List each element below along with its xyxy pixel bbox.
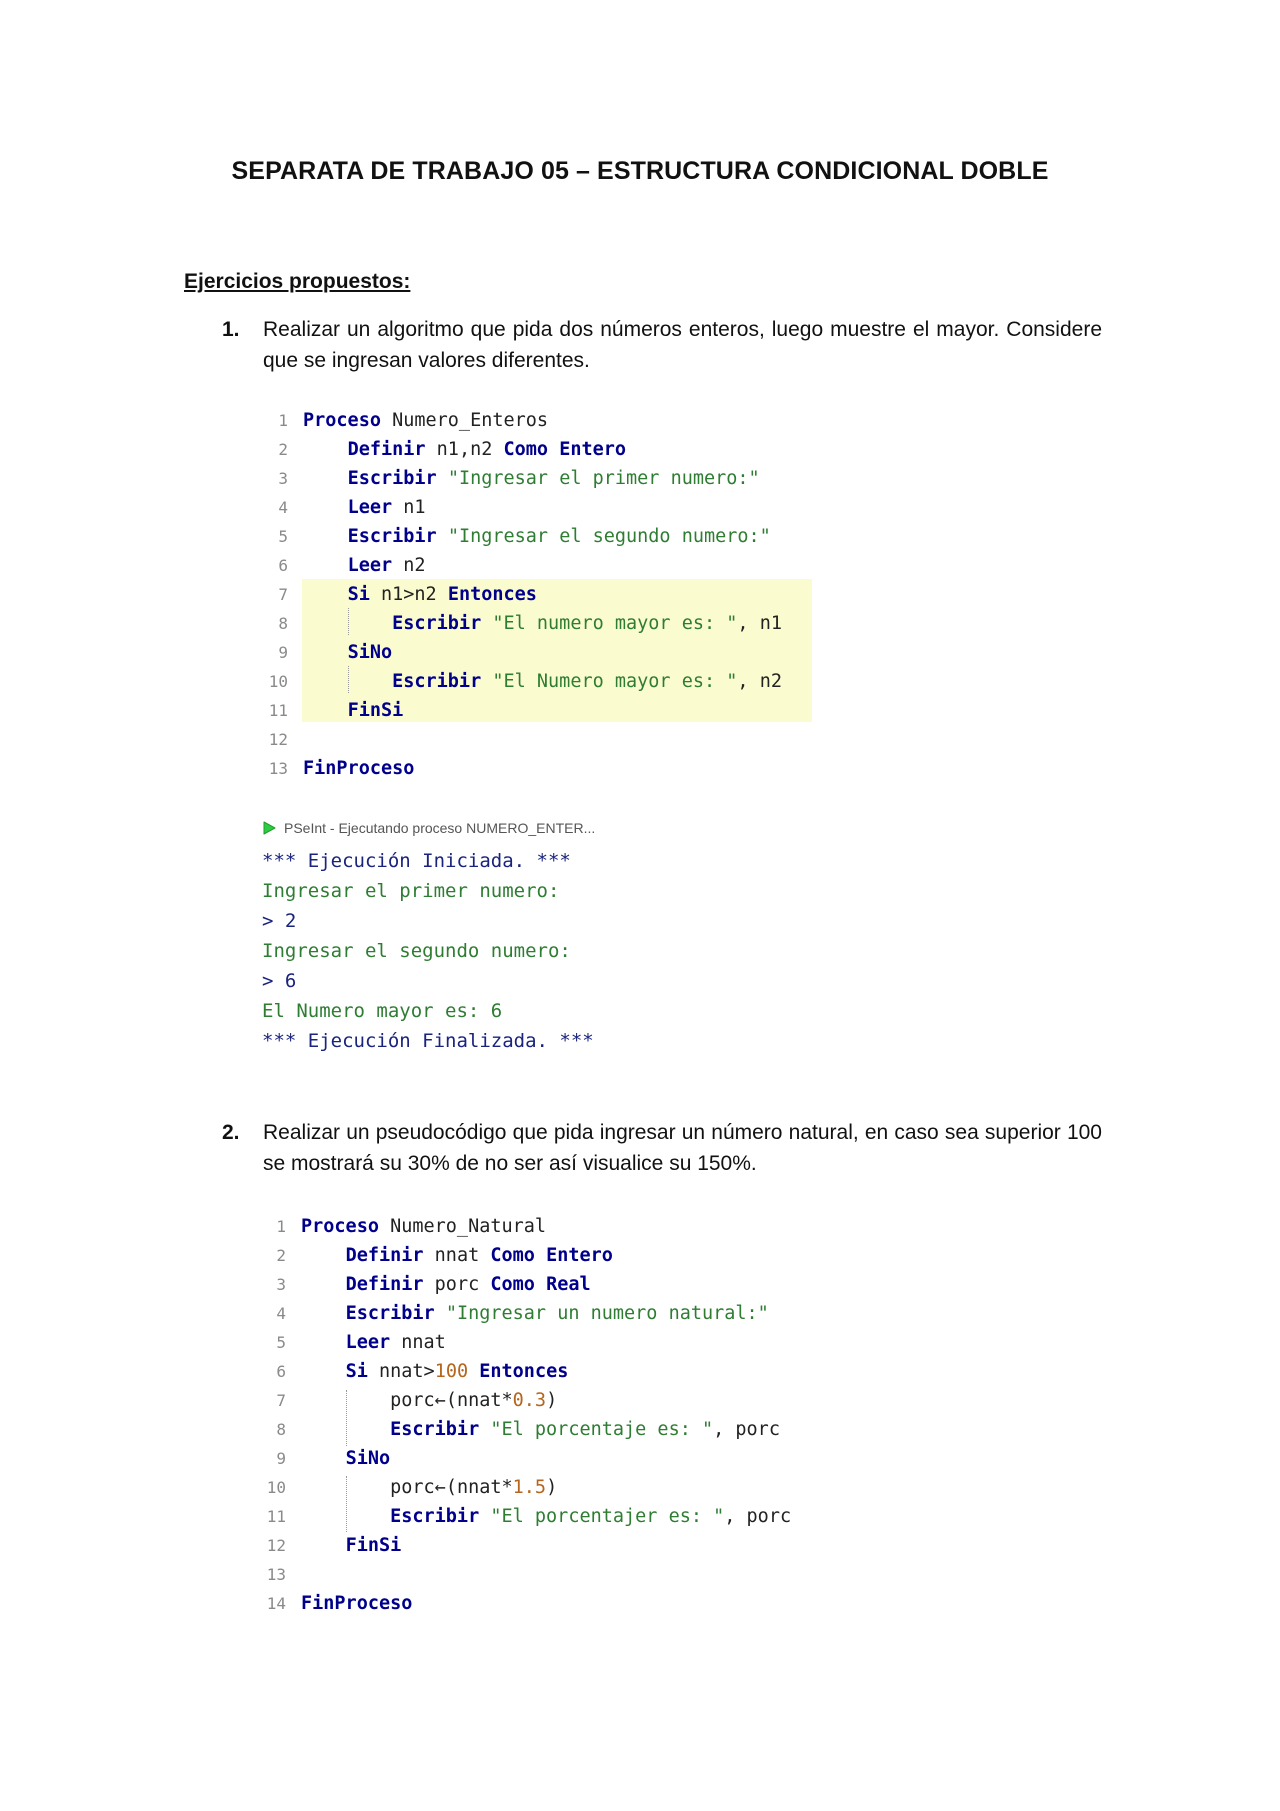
code-line bbox=[256, 1560, 856, 1589]
code-line bbox=[256, 1212, 856, 1241]
line-number: 11 bbox=[266, 1507, 286, 1526]
code-line bbox=[258, 551, 858, 580]
line-number: 1 bbox=[278, 411, 288, 430]
code-text: Definir nnat Como Entero bbox=[345, 1245, 613, 1266]
line-number: 4 bbox=[276, 1304, 286, 1323]
code-line bbox=[256, 1241, 856, 1270]
code-text: FinProceso bbox=[301, 1593, 413, 1614]
code-text: FinSi bbox=[345, 1535, 402, 1556]
line-number: 3 bbox=[278, 469, 288, 488]
code-text: Proceso Numero_Enteros bbox=[303, 410, 549, 431]
code-line bbox=[258, 725, 858, 754]
line-number: 5 bbox=[278, 527, 288, 546]
code-line bbox=[258, 522, 858, 551]
line-number: 8 bbox=[276, 1420, 286, 1439]
code-line bbox=[256, 1531, 856, 1560]
exercise-number: 1. bbox=[222, 318, 240, 341]
terminal-line: > 6 bbox=[262, 970, 297, 992]
terminal-line: El Numero mayor es: 6 bbox=[262, 1000, 503, 1022]
code-line bbox=[258, 638, 858, 667]
code-text: Escribir "Ingresar el primer numero:" bbox=[347, 468, 760, 489]
line-number: 2 bbox=[278, 440, 288, 459]
line-number: 3 bbox=[276, 1275, 286, 1294]
code-line bbox=[258, 406, 858, 435]
code-text: FinProceso bbox=[303, 758, 415, 779]
code-text: SiNo bbox=[347, 642, 393, 663]
code-text: Si nnat>100 Entonces bbox=[345, 1361, 569, 1382]
code-text: Escribir "Ingresar el segundo numero:" bbox=[347, 526, 771, 547]
code-line bbox=[258, 464, 858, 493]
code-line bbox=[256, 1589, 856, 1618]
exercise-number: 2. bbox=[222, 1121, 240, 1144]
code-text: Leer n1 bbox=[347, 497, 426, 518]
line-number: 14 bbox=[266, 1594, 286, 1613]
terminal-line: Ingresar el primer numero: bbox=[262, 880, 560, 902]
terminal-line: > 2 bbox=[262, 910, 297, 932]
code-line bbox=[256, 1270, 856, 1299]
line-number: 12 bbox=[268, 730, 288, 749]
code-line bbox=[258, 493, 858, 522]
line-number: 9 bbox=[278, 643, 288, 662]
code-text: Si n1>n2 Entonces bbox=[347, 584, 537, 605]
line-number: 13 bbox=[266, 1565, 286, 1584]
code-listing-2 bbox=[256, 1212, 856, 1618]
page-title: SEPARATA DE TRABAJO 05 – ESTRUCTURA CONDICIONAL DOBLE bbox=[231, 157, 1049, 185]
exercise-2 bbox=[222, 1117, 1102, 1179]
code-listing-1 bbox=[258, 406, 858, 783]
terminal-title-bar bbox=[262, 820, 595, 836]
code-line bbox=[256, 1473, 856, 1502]
terminal-output bbox=[262, 820, 595, 1056]
code-line bbox=[256, 1357, 856, 1386]
code-line bbox=[258, 435, 858, 464]
code-text: porc←(nnat*0.3) bbox=[390, 1390, 558, 1411]
line-number: 7 bbox=[278, 585, 288, 604]
code-text: Leer nnat bbox=[345, 1332, 446, 1353]
code-text: Definir n1,n2 Como Entero bbox=[347, 439, 627, 460]
line-number: 10 bbox=[268, 672, 288, 691]
code-line bbox=[256, 1386, 856, 1415]
play-icon bbox=[262, 821, 276, 835]
line-number: 2 bbox=[276, 1246, 286, 1265]
code-text: Escribir "El porcentaje es: ", porc bbox=[390, 1419, 780, 1440]
code-text: Escribir "El Numero mayor es: ", n2 bbox=[392, 671, 782, 692]
code-text: Proceso Numero_Natural bbox=[301, 1216, 547, 1237]
code-line bbox=[258, 580, 858, 609]
code-text: Leer n2 bbox=[347, 555, 426, 576]
exercise-text: Realizar un algoritmo que pida dos números enteros, luego muestre el mayor. Considere que se ingresan valores diferentes. bbox=[263, 318, 1102, 372]
exercise-1 bbox=[222, 314, 1102, 376]
line-number: 13 bbox=[268, 759, 288, 778]
exercise-text: Realizar un pseudocódigo que pida ingresar un número natural, en caso sea superior 100 se mostrará su 30% de no ser así visualice su 150%. bbox=[263, 1121, 1102, 1175]
line-number: 10 bbox=[266, 1478, 286, 1497]
code-text: Escribir "Ingresar un numero natural:" bbox=[345, 1303, 769, 1324]
code-line bbox=[256, 1502, 856, 1531]
code-line bbox=[256, 1415, 856, 1444]
code-line bbox=[256, 1328, 856, 1357]
code-line bbox=[258, 667, 858, 696]
line-number: 7 bbox=[276, 1391, 286, 1410]
line-number: 4 bbox=[278, 498, 288, 517]
code-text: SiNo bbox=[345, 1448, 391, 1469]
code-text: FinSi bbox=[347, 700, 404, 721]
terminal-line: *** Ejecución Finalizada. *** bbox=[262, 1030, 594, 1052]
line-number: 6 bbox=[278, 556, 288, 575]
code-line bbox=[258, 696, 858, 725]
code-line bbox=[258, 609, 858, 638]
line-number: 1 bbox=[276, 1217, 286, 1236]
code-text: Escribir "El porcentajer es: ", porc bbox=[390, 1506, 792, 1527]
line-number: 9 bbox=[276, 1449, 286, 1468]
terminal-line: Ingresar el segundo numero: bbox=[262, 940, 571, 962]
code-line bbox=[258, 754, 858, 783]
code-line bbox=[256, 1444, 856, 1473]
code-text: porc←(nnat*1.5) bbox=[390, 1477, 558, 1498]
line-number: 11 bbox=[268, 701, 288, 720]
line-number: 12 bbox=[266, 1536, 286, 1555]
code-text: Definir porc Como Real bbox=[345, 1274, 591, 1295]
line-number: 6 bbox=[276, 1362, 286, 1381]
section-heading: Ejercicios propuestos: bbox=[184, 270, 411, 293]
line-number: 5 bbox=[276, 1333, 286, 1352]
code-line bbox=[256, 1299, 856, 1328]
line-number: 8 bbox=[278, 614, 288, 633]
terminal-line: *** Ejecución Iniciada. *** bbox=[262, 850, 571, 872]
code-text: Escribir "El numero mayor es: ", n1 bbox=[392, 613, 782, 634]
terminal-title: PSeInt - Ejecutando proceso NUMERO_ENTER... bbox=[284, 820, 596, 836]
